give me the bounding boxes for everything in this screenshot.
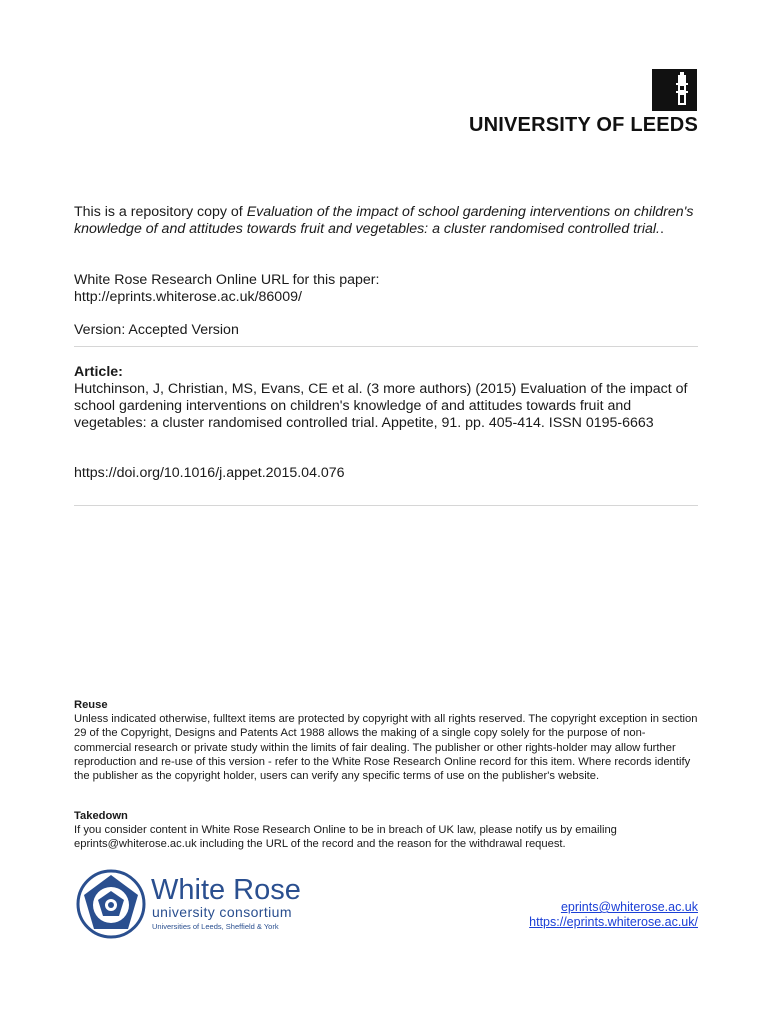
reuse-section xyxy=(74,698,698,783)
repository-intro xyxy=(74,204,698,238)
article-heading: Article: xyxy=(74,364,123,380)
email-link[interactable]: eprints@whiterose.ac.uk xyxy=(560,900,698,914)
white-rose-title: White Rose xyxy=(151,874,301,906)
site-link[interactable]: https://eprints.whiterose.ac.uk/ xyxy=(529,915,698,929)
takedown-section xyxy=(74,809,698,852)
reuse-text: Unless indicated otherwise, fulltext items are protected by copyright with all rights reserved. The copyright exception in section 29 of the Copyright, Designs and Patents Act 1988 allows the making of a single copy solely for the purpose of non-commercial research or private study within the limits of fair dealing. The publisher or other rights-holder may allow further reproduction and re-use of this version - refer to the White Rose Research Online record for this item. Where records identify the publisher as the copyright holder, users can verify any specific terms of use on the publisher's website. xyxy=(74,713,698,783)
takedown-text: If you consider content in White Rose Research Online to be in breach of UK law, please notify us by emailing eprints@whiterose.ac.uk including the URL of the record and the reason for the withdrawal request. xyxy=(74,824,617,851)
url-label: White Rose Research Online URL for this paper: xyxy=(74,272,380,288)
university-logo-text: UNIVERSITY OF LEEDS xyxy=(468,114,698,136)
paper-url[interactable]: http://eprints.whiterose.ac.uk/86009/ xyxy=(74,289,302,305)
divider xyxy=(74,346,698,347)
article-doi[interactable]: https://doi.org/10.1016/j.appet.2015.04.076 xyxy=(74,465,345,481)
white-rose-emblem-icon xyxy=(76,869,146,939)
version-text: Version: Accepted Version xyxy=(74,322,239,338)
intro-prefix: This is a repository copy of xyxy=(74,204,247,220)
reuse-heading: Reuse xyxy=(74,699,108,711)
paper-title: Evaluation of the impact of school gardening interventions on children's knowledge of and attitudes towards fruit and vegetables: a cluster randomised controlled trial. xyxy=(74,204,694,237)
white-rose-subtitle: university consortium xyxy=(152,904,292,920)
white-rose-tagline: Universities of Leeds, Sheffield & York xyxy=(152,922,279,931)
leeds-tower-icon xyxy=(652,69,697,111)
intro-suffix: . xyxy=(659,221,664,237)
article-citation: Hutchinson, J, Christian, MS, Evans, CE et al. (3 more authors) (2015) Evaluation of the impact of school gardening interventions on children's knowledge of and attitudes towards fruit and vegetables: a cluster randomised controlled trial. Appetite, 91. pp. 405-414. ISSN 0195-6663 xyxy=(74,381,688,431)
takedown-heading: Takedown xyxy=(74,810,128,822)
divider xyxy=(74,505,698,506)
